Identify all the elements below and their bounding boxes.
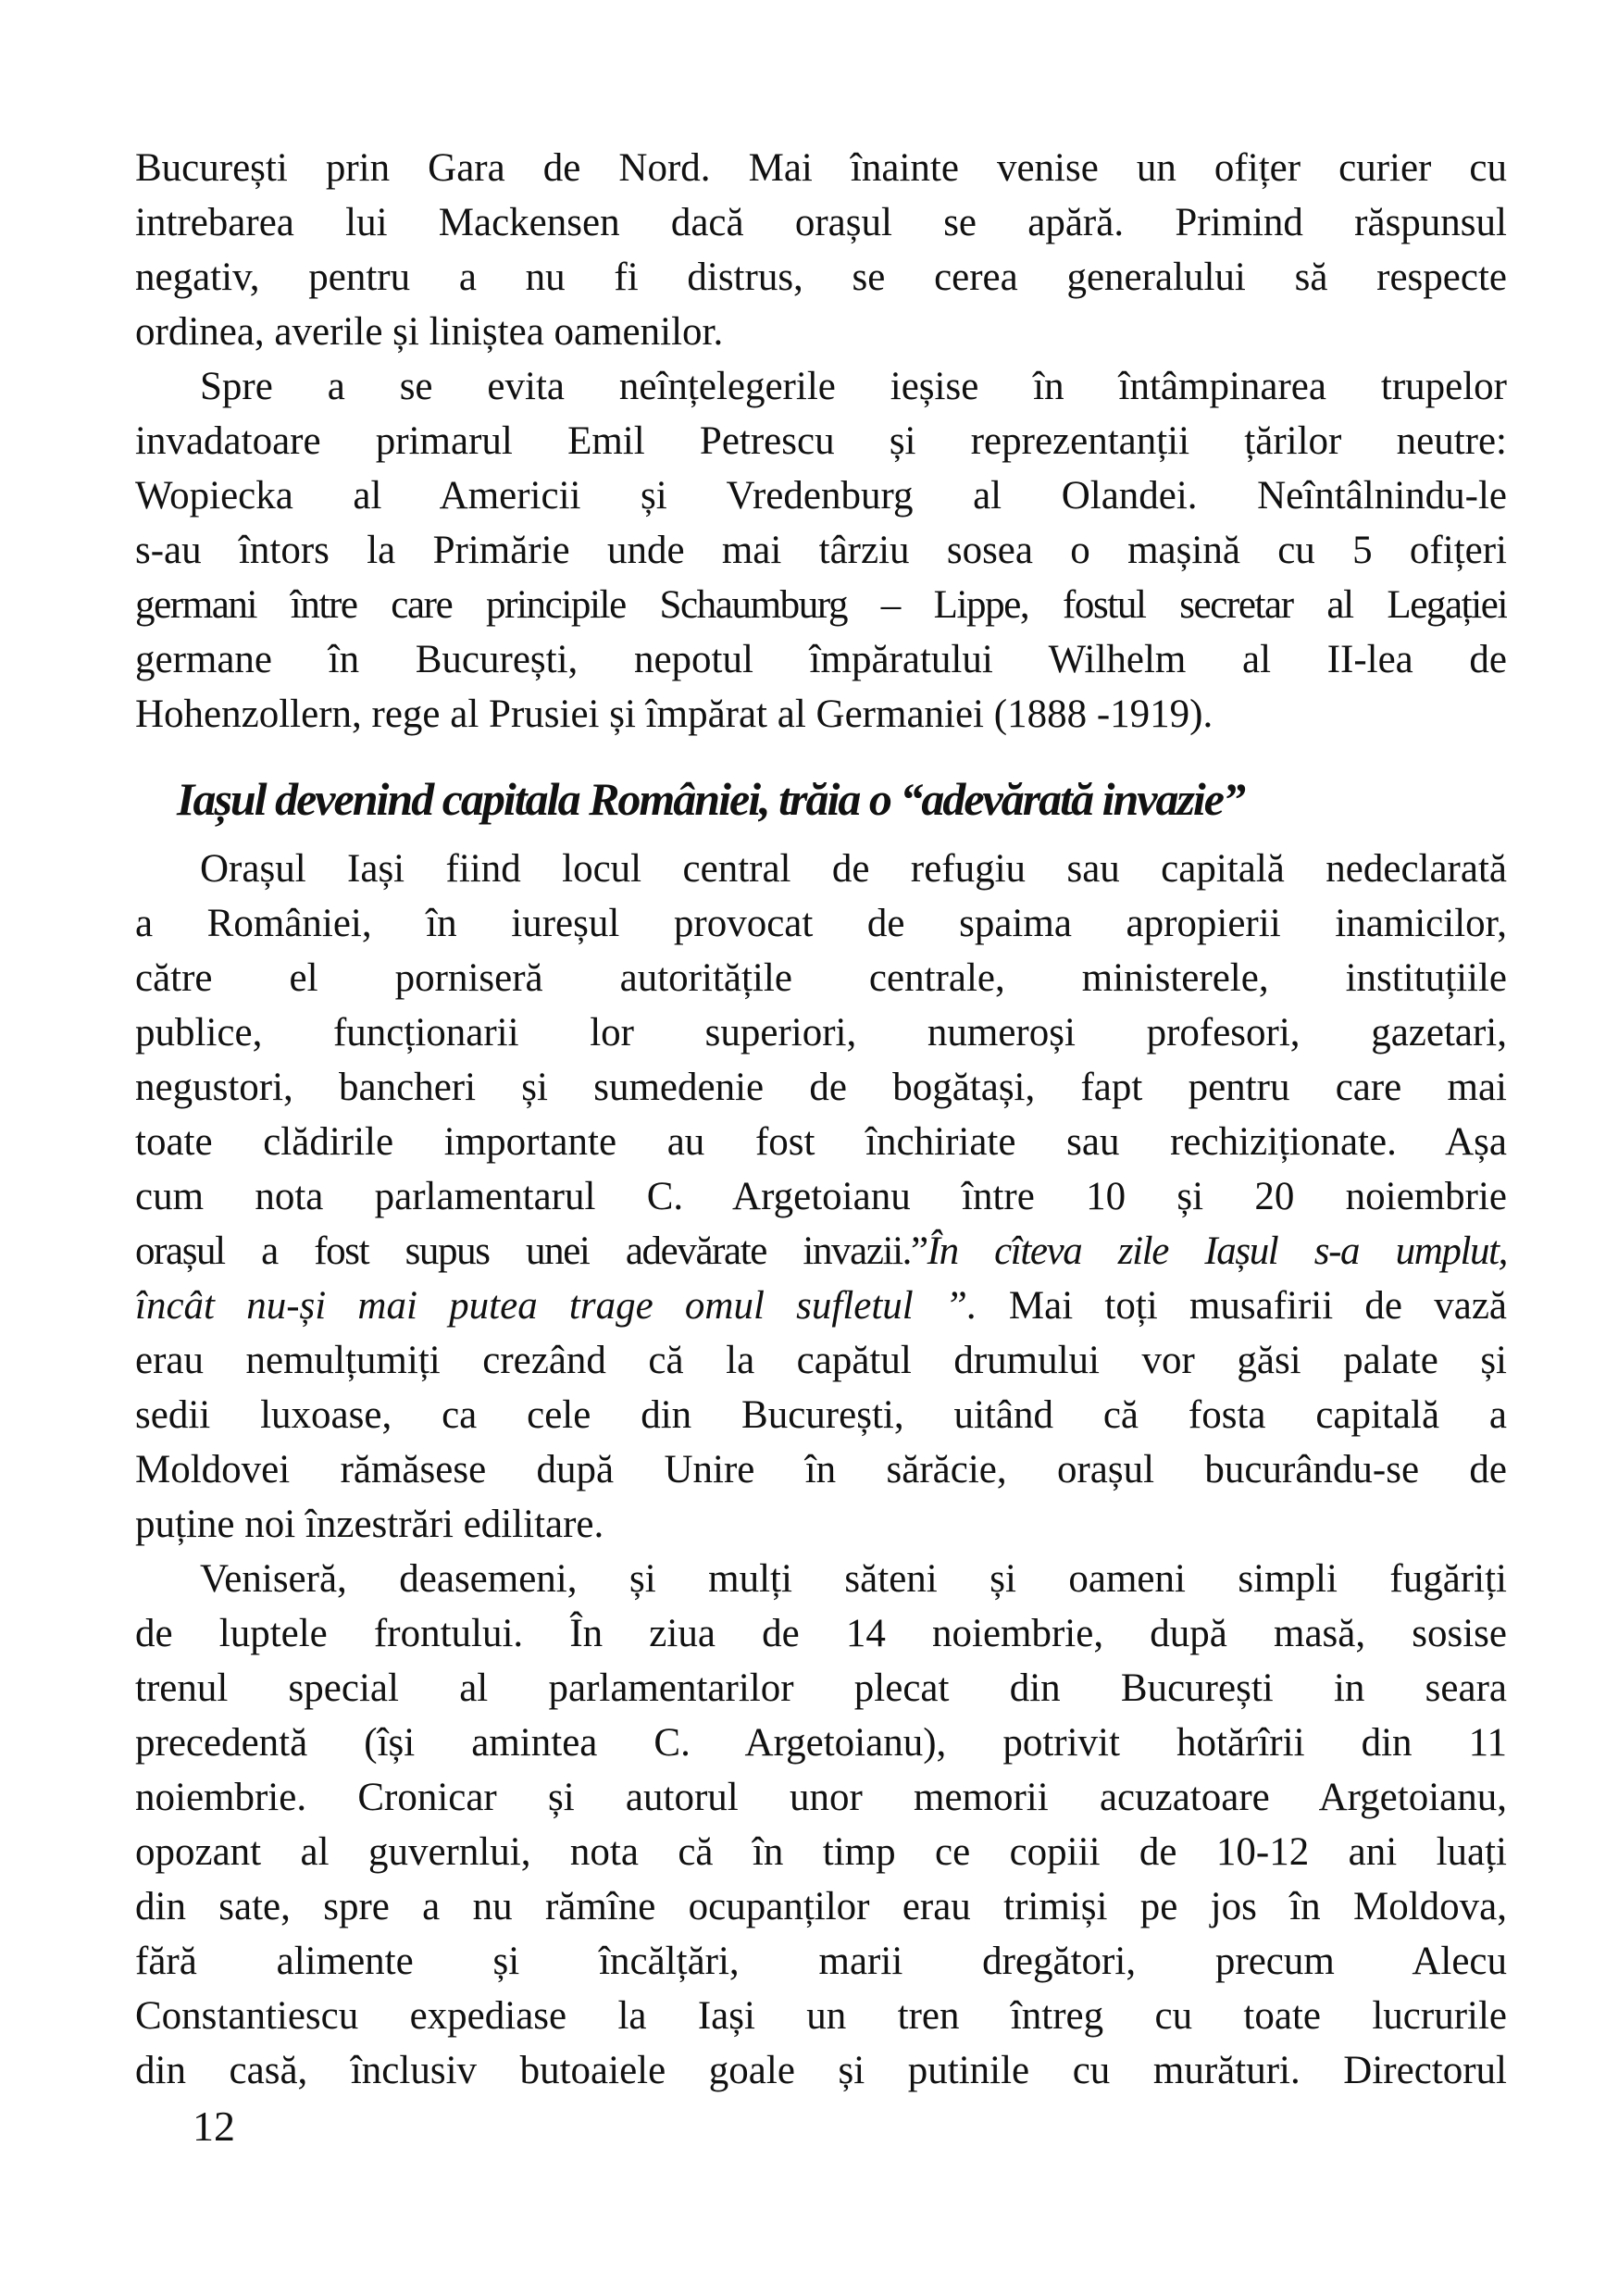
text-block: [135, 141, 1507, 2098]
text-line: [135, 687, 1507, 742]
quoted-italic-text: În cîteva zile Iașul s-a umplut,: [927, 1229, 1507, 1273]
text-line: [135, 1169, 1507, 1224]
text-line: [135, 1060, 1507, 1115]
page-number: 12: [193, 2103, 235, 2150]
body-text: invadatoare primarul Emil Petrescu și reprezentanții țărilor neutre:: [135, 419, 1507, 463]
body-text: negustori, bancheri și sumedenie de bogătași, fapt pentru care mai: [135, 1066, 1507, 1109]
quoted-italic-text: încât nu-și mai putea trage omul sufletul ”.: [135, 1284, 977, 1328]
text-line: [135, 1005, 1507, 1060]
body-text: s-au întors la Primărie unde mai târziu sosea o mașină cu 5 ofițeri: [135, 529, 1507, 572]
text-line: [135, 951, 1507, 1005]
text-line: [135, 1934, 1507, 1989]
text-line: [135, 359, 1507, 414]
body-text: cum nota parlamentarul C. Argetoianu între 10 și 20 noiembrie: [135, 1175, 1507, 1218]
body-text: București prin Gara de Nord. Mai înainte venise un ofițer curier cu: [135, 146, 1507, 190]
body-text: de luptele frontului. În ziua de 14 noiembrie, după masă, sosise: [135, 1612, 1507, 1655]
body-text: fără alimente și încălțări, marii dregători, precum Alecu: [135, 1940, 1507, 1983]
body-text: Constantiescu expediase la Iași un tren întreg cu toate lucrurile: [135, 1994, 1507, 2038]
body-text: sedii luxoase, ca cele din București, uitând că fosta capitală a: [135, 1393, 1507, 1437]
text-line: [135, 1552, 1507, 1606]
section-heading: Iașul devenind capitala României, trăia o “adevărată invazie”: [177, 773, 1244, 825]
text-line: [135, 2043, 1507, 2098]
body-text: Wopiecka al Americii și Vredenburg al Olandei. Neîntâlnindu-le: [135, 474, 1507, 518]
text-line: [135, 305, 1507, 359]
text-line: [135, 1224, 1507, 1279]
paragraph-3: [135, 842, 1507, 1552]
text-line: [135, 896, 1507, 951]
text-line: [135, 1661, 1507, 1716]
text-line: [135, 468, 1507, 523]
body-text: germani între care principile Schaumburg – Lippe, fostul secretar al Legației: [135, 583, 1507, 627]
body-text: din casă, înclusiv butoaiele goale și putinile cu murături. Directorul: [135, 2049, 1507, 2092]
body-text: noiembrie. Cronicar și autorul unor memorii acuzatoare Argetoianu,: [135, 1776, 1507, 1819]
body-text: germane în București, nepotul împăratului Wilhelm al II-lea de: [135, 638, 1507, 681]
body-text: intrebarea lui Mackensen dacă orașul se apără. Primind răspunsul: [135, 201, 1507, 244]
body-text: ordinea, averile și liniștea oamenilor.: [135, 310, 724, 354]
paragraph-4: [135, 1552, 1507, 2098]
text-line: [135, 1442, 1507, 1497]
paragraph-1: [135, 141, 1507, 359]
text-line: [135, 250, 1507, 305]
text-line: [135, 1333, 1507, 1388]
body-text: din sate, spre a nu rămîne ocupanților erau trimiși pe jos în Moldova,: [135, 1885, 1507, 1928]
body-text: Hohenzollern, rege al Prusiei și împărat al Germaniei (1888 -1919).: [135, 693, 1214, 736]
text-line: [135, 195, 1507, 250]
body-text: Moldovei rămăsese după Unire în sărăcie, orașul bucurându-se de: [135, 1448, 1507, 1491]
body-text: opozant al guvernlui, nota că în timp ce copiii de 10-12 ani luați: [135, 1830, 1507, 1874]
text-line: [135, 1825, 1507, 1879]
body-text: Orașul Iași fiind locul central de refugiu sau capitală nedeclarată: [200, 847, 1507, 891]
text-line: [135, 578, 1507, 632]
body-text: către el porniseră autoritățile centrale, ministerele, instituțiile: [135, 956, 1507, 1000]
text-line: [135, 1115, 1507, 1169]
text-line: [135, 1770, 1507, 1825]
text-line: [135, 1989, 1507, 2043]
text-line: [135, 1279, 1507, 1333]
text-line: [135, 414, 1507, 468]
text-line: [135, 141, 1507, 195]
body-text: Mai toți musafirii de vază: [977, 1284, 1507, 1328]
body-text: negativ, pentru a nu fi distrus, se cerea generalului să respecte: [135, 256, 1507, 299]
text-line: [135, 1497, 1507, 1552]
text-line: [135, 842, 1507, 896]
text-line: [135, 523, 1507, 578]
text-line: [135, 1388, 1507, 1442]
paragraph-2: [135, 359, 1507, 742]
body-text: trenul special al parlamentarilor plecat din București in seara: [135, 1666, 1507, 1710]
body-text: publice, funcționarii lor superiori, numeroși profesori, gazetari,: [135, 1011, 1507, 1054]
body-text: Spre a se evita neînțelegerile ieșise în întâmpinarea trupelor: [200, 365, 1507, 408]
text-line: [135, 632, 1507, 687]
body-text: Veniseră, deasemeni, și mulți săteni și oameni simpli fugăriți: [200, 1557, 1507, 1601]
text-line: [135, 1879, 1507, 1934]
body-text: precedentă (își amintea C. Argetoianu), potrivit hotărîrii din 11: [135, 1721, 1507, 1765]
body-text: toate clădirile importante au fost închiriate sau rechiziționate. Așa: [135, 1120, 1507, 1164]
body-text: erau nemulțumiți crezând că la capătul drumului vor găsi palate și: [135, 1339, 1507, 1382]
text-line: [135, 1716, 1507, 1770]
body-text: puține noi înzestrări edilitare.: [135, 1503, 604, 1546]
text-line: [135, 1606, 1507, 1661]
body-text: a României, în iureșul provocat de spaima apropierii inamicilor,: [135, 902, 1507, 945]
body-text: orașul a fost supus unei adevărate invazii.”: [135, 1229, 927, 1273]
